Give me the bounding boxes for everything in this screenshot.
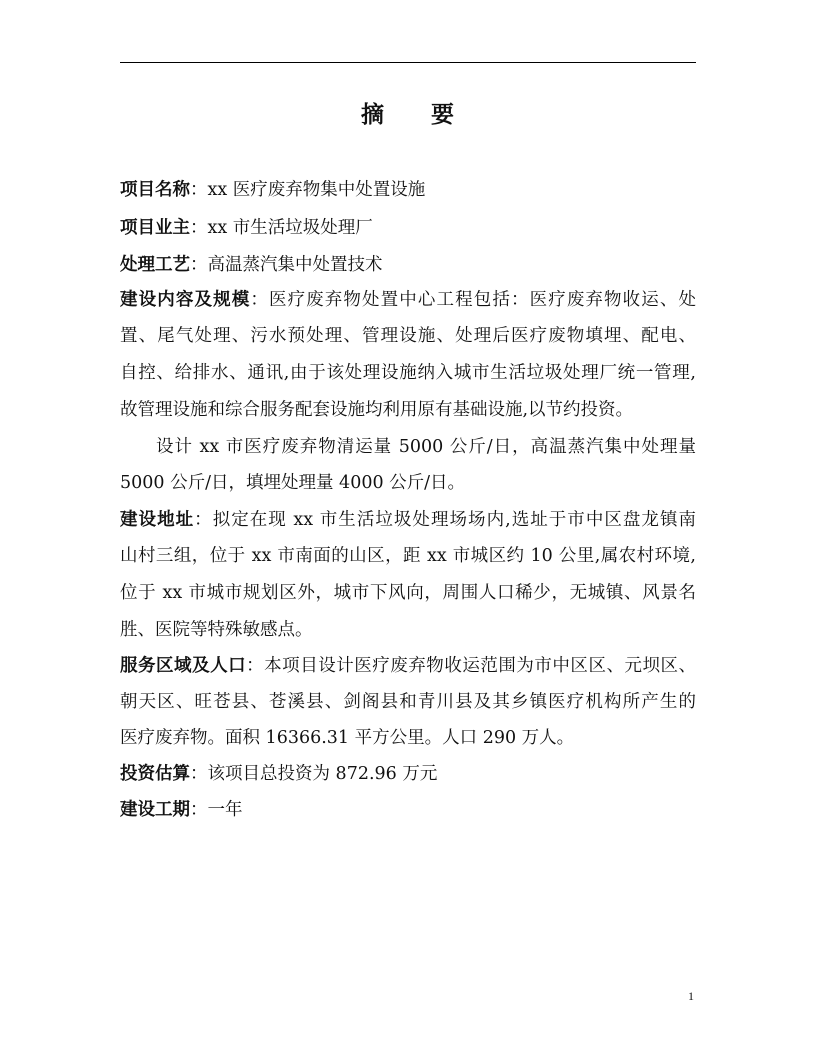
site-line [120,509,696,531]
text: 拟定在现 xx 市生活垃圾处理场场内,选址于市中区盘龙镇南 [212,510,697,530]
construction-line: 置、尾气处理、污水预处理、管理设施、处理后医疗废物填埋、配电、 [120,326,696,346]
text: 本项目设计医疗废弃物收运范围为市中区区、元坝区、 [264,656,697,676]
sep: ： [190,255,208,275]
title-char: 要 [431,101,455,128]
sep: ： [190,218,208,238]
field-value: 一年 [207,800,243,820]
field-label: 项目业主 [120,218,190,238]
field-project-owner [120,217,696,239]
construction-line: 自控、给排水、通讯,由于该处理设施纳入城市生活垃圾处理厂统一管理, [120,363,696,383]
field-value: xx 医疗废弃物集中处置设施 [207,180,426,200]
field-process [120,254,696,276]
field-project-name [120,179,696,201]
sep: ： [194,510,213,530]
capacity-line: 设计 xx 市医疗废弃物清运量 5000 公斤/日，高温蒸汽集中处理量 [156,437,696,457]
site-line: 位于 xx 市城市规划区外，城市下风向，周围人口稀少，无城镇、风景名 [120,583,696,603]
field-value: 该项目总投资为 872.96 万元 [207,764,438,784]
field-label: 处理工艺 [120,255,190,275]
page-title [0,96,816,129]
construction-line: 故管理设施和综合服务配套设施均利用原有基础设施,以节约投资。 [120,400,634,420]
sep: ： [190,180,208,200]
field-value: 高温蒸汽集中处置技术 [207,255,383,275]
field-label: 服务区域及人口 [120,656,247,676]
field-value: xx 市生活垃圾处理厂 [207,218,373,238]
service-line: 医疗废弃物。面积 16366.31 平方公里。人口 290 万人。 [120,728,575,748]
sep: ： [250,290,269,310]
site-line: 山村三组，位于 xx 市南面的山区，距 xx 市城区约 10 公里,属农村环境, [120,546,696,566]
sep: ： [246,656,265,676]
field-label: 建设内容及规模 [120,290,251,310]
sep: ： [190,764,208,784]
service-line: 朝天区、旺苍县、苍溪县、剑阁县和青川县及其乡镇医疗机构所产生的 [120,692,696,712]
service-line [120,655,696,677]
header-rule [120,62,696,63]
title-char: 摘 [361,101,385,128]
sep: ： [190,800,208,820]
capacity-line: 5000 公斤/日，填埋处理量 4000 公斤/日。 [120,473,466,493]
field-label: 建设地址 [120,510,195,530]
field-investment [120,763,696,785]
page-number: 1 [688,989,694,1003]
field-label: 建设工期 [120,800,190,820]
construction-line [120,289,696,311]
field-label: 项目名称 [120,180,190,200]
text: 医疗废弃物处置中心工程包括：医疗废弃物收运、处 [268,290,697,310]
field-period [120,799,696,821]
field-label: 投资估算 [120,764,190,784]
site-line: 胜、医院等特殊敏感点。 [120,620,313,640]
